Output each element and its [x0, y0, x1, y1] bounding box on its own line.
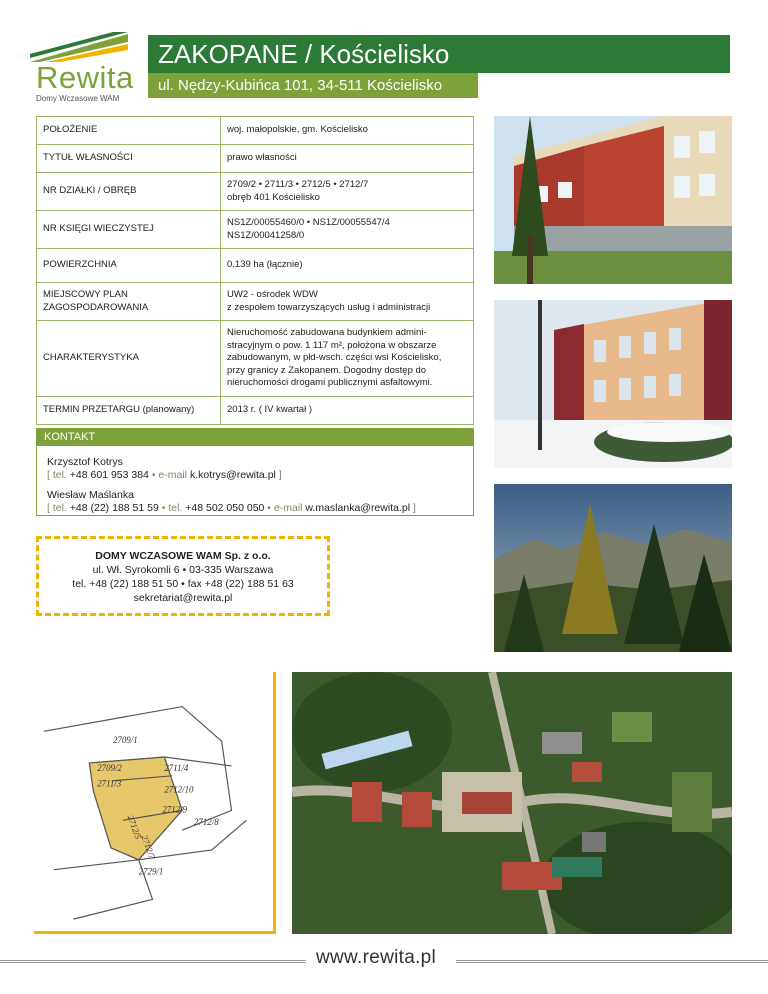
map-label: 2712/9	[162, 804, 188, 815]
contact-name: Wiesław Maślanka	[47, 489, 134, 501]
company-address: ul. Wł. Syrokomli 6 • 03-335 Warszawa	[92, 564, 274, 576]
phone-link[interactable]: +48 502 050 050	[185, 502, 265, 514]
email-link[interactable]: k.kotrys@rewita.pl	[189, 469, 276, 481]
aerial-photo	[292, 672, 732, 934]
contact-details: [ tel. +48 (22) 188 51 59 • tel. +48 502 050 050 • e-mail w.maslanka@rewita.pl ]	[47, 502, 416, 514]
table-row	[37, 173, 474, 211]
row-value: woj. małopolskie, gm. Kościelisko	[221, 117, 474, 145]
map-label: 2712/5	[125, 813, 144, 841]
contact-person	[47, 456, 463, 482]
row-value: Nieruchomość zabudowana budynkiem admini- stracyjnym o pow. 1 117 m², położona w obszarze zabudowanym, w płd-wsch. części wsi Kościelisko, przy granicy z Zakopanem. Dogodny dostęp do nieruchomości drogami publicznymi asfaltowymi.	[221, 321, 474, 397]
map-label: 2729/1	[138, 866, 164, 877]
map-label: 2711/3	[97, 778, 122, 789]
mountain-photo	[494, 484, 732, 652]
email-link[interactable]: w.maslanka@rewita.pl	[305, 502, 411, 514]
table-row	[37, 396, 474, 424]
map-label: 2709/1	[113, 735, 138, 746]
phone-link[interactable]: +48 601 953 384	[69, 469, 149, 481]
map-label: 2712/8	[193, 817, 219, 828]
company-email[interactable]: sekretariat@rewita.pl	[133, 592, 233, 604]
map-label: 2712/10	[164, 784, 194, 795]
table-row	[37, 249, 474, 283]
row-value: 0.139 ha (łącznie)	[221, 249, 474, 283]
address-bar: ul. Nędzy-Kubińca 101, 34-511 Kościelisko	[148, 73, 478, 98]
cadastral-map	[34, 672, 276, 934]
row-label: POŁOŻENIE	[37, 117, 221, 145]
row-value: 2709/2 • 2711/3 • 2712/5 • 2712/7 obręb 401 Kościelisko	[221, 173, 474, 211]
logo-stripes-icon	[30, 32, 128, 62]
footer-divider-right	[456, 960, 768, 963]
map-label: 2712/7	[139, 833, 158, 861]
logo-tagline: Domy Wczasowe WAM	[36, 94, 120, 103]
footer-divider-left	[0, 960, 306, 963]
contact-name: Krzysztof Kotrys	[47, 456, 123, 468]
row-label: TERMIN PRZETARGU (planowany)	[37, 396, 221, 424]
rewita-logo	[30, 32, 135, 102]
row-value: UW2 - ośrodek WDW z zespołem towarzyszących usług i administracji	[221, 283, 474, 321]
row-label: NR DZIAŁKI / OBRĘB	[37, 173, 221, 211]
page-title: ZAKOPANE / Kościelisko	[148, 35, 730, 73]
contact-person	[47, 489, 463, 515]
contact-details: [ tel. +48 601 953 384 • e-mail k.kotrys@rewita.pl ]	[47, 469, 282, 481]
footer-url[interactable]: www.rewita.pl	[316, 947, 437, 968]
logo-wordmark: Rewita	[36, 60, 134, 95]
contact-box	[36, 446, 474, 516]
building-photo-2	[494, 300, 732, 468]
table-row	[37, 211, 474, 249]
table-row	[37, 321, 474, 397]
row-label: NR KSIĘGI WIECZYSTEJ	[37, 211, 221, 249]
row-value: 2013 r. ( IV kwartał )	[221, 396, 474, 424]
map-label: 2709/2	[97, 762, 122, 773]
table-row	[37, 117, 474, 145]
building-photo-1	[494, 116, 732, 284]
company-name: DOMY WCZASOWE WAM Sp. z o.o.	[95, 550, 271, 562]
row-label: TYTUŁ WŁASNOŚCI	[37, 145, 221, 173]
row-label: CHARAKTERYSTYKA	[37, 321, 221, 397]
map-label: 2711/4	[164, 762, 189, 773]
row-value: prawo własności	[221, 145, 474, 173]
row-label: POWIERZCHNIA	[37, 249, 221, 283]
table-row	[37, 283, 474, 321]
row-label: MIEJSCOWY PLAN ZAGOSPODAROWANIA	[37, 283, 221, 321]
phone-link[interactable]: +48 (22) 188 51 59	[69, 502, 159, 514]
company-phones: tel. +48 (22) 188 51 50 • fax +48 (22) 188 51 63	[72, 578, 294, 590]
contact-heading: KONTAKT	[36, 428, 474, 446]
property-table	[36, 116, 474, 425]
row-value: NS1Z/00055460/0 • NS1Z/00055547/4 NS1Z/00041258/0	[221, 211, 474, 249]
company-box	[36, 536, 330, 616]
table-row	[37, 145, 474, 173]
